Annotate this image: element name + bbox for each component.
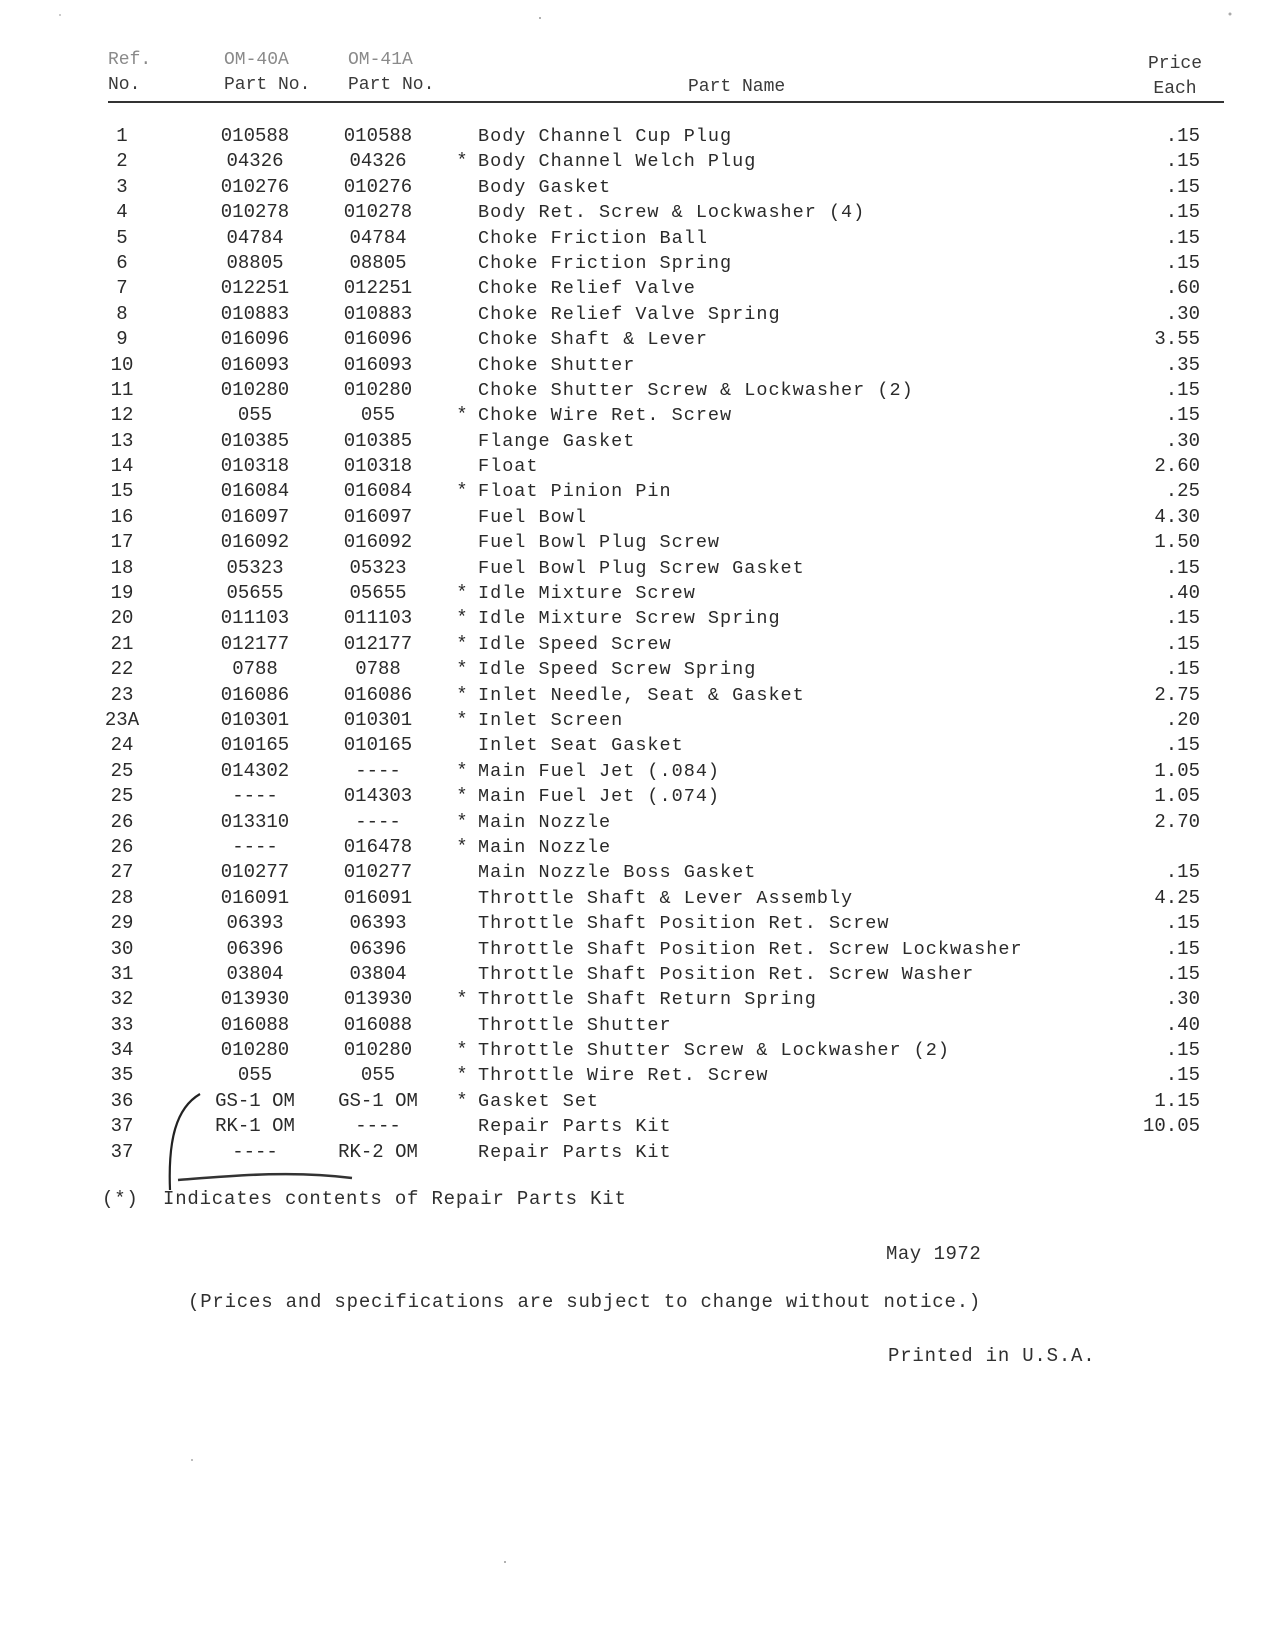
om40-part-cell: 055 — [237, 1064, 273, 1087]
part-name-cell: Main Nozzle — [478, 836, 612, 858]
price-cell: .15 — [1165, 607, 1200, 630]
table-row — [0, 403, 1275, 428]
table-row — [0, 657, 1275, 682]
om40-part-cell: GS-1 OM — [215, 1089, 295, 1112]
om40-part-cell: 010301 — [220, 708, 290, 731]
ref-cell: 13 — [110, 429, 134, 452]
price-cell: 1.50 — [1154, 531, 1200, 554]
part-name-cell: Float — [478, 456, 539, 478]
part-name-cell: Main Fuel Jet (.084) — [478, 760, 721, 782]
table-row — [0, 556, 1275, 581]
kit-marker-cell: * — [456, 658, 468, 681]
om40-part-cell: 016097 — [220, 505, 290, 528]
table-row — [0, 581, 1275, 606]
part-name-cell: Throttle Shaft & Lever Assembly — [478, 887, 854, 909]
price-cell: .15 — [1165, 201, 1200, 224]
price-cell: .15 — [1165, 937, 1200, 960]
part-name-cell: Repair Parts Kit — [478, 1141, 672, 1163]
price-cell: 1.05 — [1154, 785, 1200, 808]
ref-cell: 28 — [110, 886, 134, 909]
parts-table — [0, 124, 1275, 1165]
table-row — [0, 911, 1275, 936]
om41-part-cell: GS-1 OM — [338, 1089, 418, 1112]
part-name-cell: Body Channel Cup Plug — [478, 126, 733, 147]
om40-part-cell: ---- — [232, 835, 278, 858]
price-cell: .30 — [1165, 302, 1200, 325]
part-name-cell: Throttle Shutter — [478, 1014, 672, 1036]
ref-cell: 29 — [110, 912, 134, 935]
ref-cell: 19 — [110, 582, 134, 605]
part-name-cell: Gasket Set — [478, 1090, 600, 1112]
part-name-cell: Body Ret. Screw & Lockwasher (4) — [478, 202, 866, 224]
om40-part-cell: 03804 — [226, 962, 284, 985]
table-row — [0, 251, 1275, 276]
table-row — [0, 632, 1275, 657]
om40-part-cell: 06393 — [226, 912, 284, 935]
kit-marker-cell: * — [456, 810, 468, 833]
kit-marker-cell: * — [456, 708, 468, 731]
price-cell: 2.60 — [1154, 455, 1200, 478]
om40-part-cell: 010278 — [220, 201, 290, 224]
om41-part-cell: 05655 — [349, 582, 407, 605]
om40-part-cell: 010165 — [220, 734, 290, 757]
om40-part-cell: 016093 — [220, 353, 290, 376]
om40-part-cell: 016092 — [220, 531, 290, 554]
price-cell: 3.55 — [1154, 328, 1200, 351]
ref-cell: 4 — [116, 201, 128, 224]
om40-part-cell: 010588 — [220, 125, 290, 147]
table-row — [0, 149, 1275, 174]
price-cell: .40 — [1165, 582, 1200, 605]
om41-part-cell: 016092 — [343, 531, 413, 554]
om41-part-cell: 04784 — [349, 226, 407, 249]
om41-part-cell: 016093 — [343, 353, 413, 376]
part-name-cell: Main Nozzle — [478, 811, 612, 833]
legend-mark: (*) — [102, 1188, 139, 1210]
price-cell: .15 — [1165, 632, 1200, 655]
part-name-cell: Main Fuel Jet (.074) — [478, 786, 721, 808]
part-name-cell: Fuel Bowl — [478, 506, 587, 528]
table-row — [0, 810, 1275, 835]
om41-part-cell: ---- — [355, 810, 401, 833]
ref-cell: 31 — [110, 962, 134, 985]
table-row — [0, 1063, 1275, 1088]
price-cell: .35 — [1165, 353, 1200, 376]
price-cell: .15 — [1165, 125, 1200, 147]
om40-part-cell: RK-1 OM — [215, 1115, 295, 1138]
price-cell: .25 — [1165, 480, 1200, 503]
table-row — [0, 353, 1275, 378]
ref-cell: 35 — [110, 1064, 134, 1087]
part-name-cell: Idle Mixture Screw — [478, 583, 696, 605]
ref-cell: 26 — [110, 835, 134, 858]
om40-part-cell: 016096 — [220, 328, 290, 351]
om41-part-cell: 010165 — [343, 734, 413, 757]
part-name-cell: Throttle Shaft Position Ret. Screw Lockwasher — [478, 938, 1023, 960]
part-name-cell: Main Nozzle Boss Gasket — [478, 862, 757, 884]
part-name-cell: Flange Gasket — [478, 430, 636, 452]
price-cell: .15 — [1165, 175, 1200, 198]
part-name-cell: Choke Shaft & Lever — [478, 329, 708, 351]
table-row — [0, 175, 1275, 200]
header-rule — [108, 101, 1224, 103]
om40-part-cell: 055 — [237, 404, 273, 427]
om40-part-cell: 06396 — [226, 937, 284, 960]
header-ref-line1: Ref. — [108, 50, 152, 70]
kit-marker-cell: * — [456, 582, 468, 605]
om41-part-cell: 016086 — [343, 683, 413, 706]
ref-cell: 1 — [116, 125, 128, 147]
table-row — [0, 505, 1275, 530]
disclaimer: (Prices and specifications are subject to change without notice.) — [188, 1291, 982, 1313]
table-row — [0, 1038, 1275, 1063]
om40-part-cell: 012251 — [220, 277, 290, 300]
ref-cell: 23 — [110, 683, 134, 706]
ref-cell: 33 — [110, 1013, 134, 1036]
header-ref-no — [108, 48, 151, 98]
part-name-cell: Throttle Shaft Position Ret. Screw Washer — [478, 963, 975, 985]
kit-marker-cell: * — [456, 1039, 468, 1062]
part-name-cell: Choke Relief Valve Spring — [478, 303, 781, 325]
om41-part-cell: 055 — [360, 404, 396, 427]
table-row — [0, 759, 1275, 784]
ref-cell: 36 — [110, 1089, 134, 1112]
table-row — [0, 530, 1275, 555]
om41-part-cell: 016084 — [343, 480, 413, 503]
part-name-cell: Inlet Seat Gasket — [478, 735, 684, 757]
price-cell: .15 — [1165, 378, 1200, 401]
ref-cell: 17 — [110, 531, 134, 554]
om41-part-cell: 010278 — [343, 201, 413, 224]
price-cell: .15 — [1165, 556, 1200, 579]
table-row — [0, 226, 1275, 251]
ref-cell: 18 — [110, 556, 134, 579]
ref-cell: 7 — [116, 277, 128, 300]
om40-part-cell: ---- — [232, 1140, 278, 1163]
price-cell: .30 — [1165, 988, 1200, 1011]
om41-part-cell: 016091 — [343, 886, 413, 909]
table-row — [0, 124, 1275, 149]
header-price-line1: Price — [1148, 54, 1203, 74]
ref-cell: 23A — [104, 708, 140, 731]
legend-text: Indicates contents of Repair Parts Kit — [163, 1188, 627, 1210]
header-price-each — [1148, 52, 1202, 102]
ref-cell: 11 — [110, 378, 134, 401]
price-cell: .15 — [1165, 251, 1200, 274]
kit-marker-cell: * — [456, 1089, 468, 1112]
om41-part-cell: 012251 — [343, 277, 413, 300]
om40-part-cell: 05323 — [226, 556, 284, 579]
header-om41-line1: OM-41A — [348, 50, 413, 70]
om41-part-cell: 013930 — [343, 988, 413, 1011]
om41-part-cell: 016097 — [343, 505, 413, 528]
om41-part-cell: 011103 — [343, 607, 413, 630]
price-cell: 2.75 — [1154, 683, 1200, 706]
om41-part-cell: 010385 — [343, 429, 413, 452]
price-cell: 10.05 — [1142, 1115, 1200, 1138]
table-row — [0, 860, 1275, 885]
part-name-cell: Repair Parts Kit — [478, 1116, 672, 1138]
ref-cell: 34 — [110, 1039, 134, 1062]
table-row — [0, 708, 1275, 733]
price-cell: 2.70 — [1154, 810, 1200, 833]
om40-part-cell: 011103 — [220, 607, 290, 630]
header-om40-line2: Part No. — [224, 75, 311, 95]
part-name-cell: Body Gasket — [478, 176, 612, 198]
table-row — [0, 1013, 1275, 1038]
part-name-cell: Fuel Bowl Plug Screw — [478, 532, 721, 554]
ref-cell: 20 — [110, 607, 134, 630]
kit-marker-cell: * — [456, 835, 468, 858]
part-name-cell: Inlet Needle, Seat & Gasket — [478, 684, 805, 706]
header-om40-line1: OM-40A — [224, 50, 289, 70]
ref-cell: 10 — [110, 353, 134, 376]
ref-cell: 2 — [116, 150, 128, 173]
ref-cell: 37 — [110, 1140, 134, 1163]
header-ref-line2: No. — [108, 75, 141, 95]
om41-part-cell: 012177 — [343, 632, 413, 655]
kit-marker-cell: * — [456, 1064, 468, 1087]
om40-part-cell: 014302 — [220, 759, 290, 782]
ref-cell: 22 — [110, 658, 134, 681]
part-name-cell: Choke Shutter — [478, 354, 636, 376]
kit-marker-cell: * — [456, 404, 468, 427]
om41-part-cell: 010318 — [343, 455, 413, 478]
ref-cell: 6 — [116, 251, 128, 274]
part-name-cell: Inlet Screen — [478, 709, 624, 731]
om41-part-cell: 010277 — [343, 861, 413, 884]
kit-marker-cell: * — [456, 632, 468, 655]
part-name-cell: Throttle Shutter Screw & Lockwasher (2) — [478, 1040, 950, 1062]
table-row — [0, 276, 1275, 301]
ref-cell: 25 — [110, 785, 134, 808]
part-name-cell: Throttle Shaft Position Ret. Screw — [478, 913, 890, 935]
om41-part-cell: 08805 — [349, 251, 407, 274]
price-cell: .20 — [1165, 708, 1200, 731]
price-cell: .15 — [1165, 962, 1200, 985]
om40-part-cell: 016084 — [220, 480, 290, 503]
om41-part-cell: 010883 — [343, 302, 413, 325]
om41-part-cell: ---- — [355, 1115, 401, 1138]
kit-marker-cell: * — [456, 785, 468, 808]
table-row — [0, 1140, 1275, 1165]
om41-part-cell: 06396 — [349, 937, 407, 960]
part-name-cell: Choke Friction Spring — [478, 252, 733, 274]
price-cell: .30 — [1165, 429, 1200, 452]
table-row — [0, 835, 1275, 860]
om41-part-cell: 055 — [360, 1064, 396, 1087]
price-cell: .15 — [1165, 226, 1200, 249]
price-cell: 1.15 — [1154, 1089, 1200, 1112]
om41-part-cell: 014303 — [343, 785, 413, 808]
table-row — [0, 200, 1275, 225]
ref-cell: 14 — [110, 455, 134, 478]
printed-in-usa: Printed in U.S.A. — [888, 1345, 1096, 1367]
part-name-cell: Body Channel Welch Plug — [478, 151, 757, 173]
om41-part-cell: 010280 — [343, 1039, 413, 1062]
om40-part-cell: 010280 — [220, 1039, 290, 1062]
part-name-cell: Idle Speed Screw Spring — [478, 659, 757, 681]
ref-cell: 25 — [110, 759, 134, 782]
table-row — [0, 378, 1275, 403]
table-row — [0, 327, 1275, 352]
om40-part-cell: 0788 — [232, 658, 278, 681]
om40-part-cell: 04326 — [226, 150, 284, 173]
table-row — [0, 302, 1275, 327]
part-name-cell: Idle Mixture Screw Spring — [478, 608, 781, 630]
ref-cell: 9 — [116, 328, 128, 351]
price-cell: .15 — [1165, 1039, 1200, 1062]
ref-cell: 30 — [110, 937, 134, 960]
header-price-line2: Each — [1153, 79, 1197, 99]
om40-part-cell: 013930 — [220, 988, 290, 1011]
table-row — [0, 683, 1275, 708]
table-row — [0, 479, 1275, 504]
om40-part-cell: 016088 — [220, 1013, 290, 1036]
om40-part-cell: 010883 — [220, 302, 290, 325]
om40-part-cell: 010276 — [220, 175, 290, 198]
om41-part-cell: 010276 — [343, 175, 413, 198]
table-row — [0, 454, 1275, 479]
ref-cell: 26 — [110, 810, 134, 833]
om41-part-cell: 010301 — [343, 708, 413, 731]
ref-cell: 37 — [110, 1115, 134, 1138]
kit-marker-cell: * — [456, 683, 468, 706]
price-cell: .15 — [1165, 734, 1200, 757]
om40-part-cell: 010318 — [220, 455, 290, 478]
om41-part-cell: 010588 — [343, 125, 413, 147]
table-row — [0, 733, 1275, 758]
table-row — [0, 987, 1275, 1012]
part-name-cell: Idle Speed Screw — [478, 633, 672, 655]
date-label: May 1972 — [886, 1243, 982, 1265]
price-cell: .15 — [1165, 150, 1200, 173]
om40-part-cell: 08805 — [226, 251, 284, 274]
price-cell: .15 — [1165, 658, 1200, 681]
kit-marker-cell: * — [456, 480, 468, 503]
part-name-cell: Throttle Shaft Return Spring — [478, 989, 817, 1011]
om41-part-cell: 016096 — [343, 328, 413, 351]
om40-part-cell: 05655 — [226, 582, 284, 605]
header-om40-part-no — [224, 48, 310, 98]
ref-cell: 32 — [110, 988, 134, 1011]
ref-cell: 5 — [116, 226, 128, 249]
om41-part-cell: 06393 — [349, 912, 407, 935]
part-name-cell: Fuel Bowl Plug Screw Gasket — [478, 557, 805, 579]
table-row — [0, 429, 1275, 454]
om41-part-cell: 016088 — [343, 1013, 413, 1036]
om41-part-cell: 04326 — [349, 150, 407, 173]
om41-part-cell: RK-2 OM — [338, 1140, 418, 1163]
price-cell: .15 — [1165, 861, 1200, 884]
header-om41-part-no — [348, 48, 434, 98]
table-row — [0, 1089, 1275, 1114]
ref-cell: 21 — [110, 632, 134, 655]
price-cell: .40 — [1165, 1013, 1200, 1036]
price-cell: .15 — [1165, 404, 1200, 427]
table-row — [0, 937, 1275, 962]
kit-marker-cell: * — [456, 988, 468, 1011]
header-part-name: Part Name — [688, 77, 786, 97]
price-cell: 1.05 — [1154, 759, 1200, 782]
om40-part-cell: 013310 — [220, 810, 290, 833]
price-cell: .15 — [1165, 1064, 1200, 1087]
part-name-cell: Choke Wire Ret. Screw — [478, 405, 733, 427]
om40-part-cell: 010277 — [220, 861, 290, 884]
om40-part-cell: 010385 — [220, 429, 290, 452]
om40-part-cell: 04784 — [226, 226, 284, 249]
part-name-cell: Choke Shutter Screw & Lockwasher (2) — [478, 379, 914, 401]
part-name-cell: Choke Friction Ball — [478, 227, 708, 249]
ref-cell: 8 — [116, 302, 128, 325]
table-row — [0, 962, 1275, 987]
om40-part-cell: 016091 — [220, 886, 290, 909]
om41-part-cell: 03804 — [349, 962, 407, 985]
om41-part-cell: 016478 — [343, 835, 413, 858]
om40-part-cell: 012177 — [220, 632, 290, 655]
part-name-cell: Throttle Wire Ret. Screw — [478, 1065, 769, 1087]
price-cell: .60 — [1165, 277, 1200, 300]
ref-cell: 15 — [110, 480, 134, 503]
ref-cell: 27 — [110, 861, 134, 884]
price-cell: .15 — [1165, 912, 1200, 935]
header-om41-line2: Part No. — [348, 75, 435, 95]
ref-cell: 3 — [116, 175, 128, 198]
part-name-cell: Choke Relief Valve — [478, 278, 696, 300]
ref-cell: 24 — [110, 734, 134, 757]
kit-marker-cell: * — [456, 607, 468, 630]
om40-part-cell: 016086 — [220, 683, 290, 706]
table-row — [0, 784, 1275, 809]
table-row — [0, 886, 1275, 911]
kit-marker-cell: * — [456, 759, 468, 782]
om41-part-cell: ---- — [355, 759, 401, 782]
ref-cell: 12 — [110, 404, 134, 427]
table-row — [0, 1114, 1275, 1139]
ref-cell: 16 — [110, 505, 134, 528]
part-name-cell: Float Pinion Pin — [478, 481, 672, 503]
kit-marker-cell: * — [456, 150, 468, 173]
om41-part-cell: 0788 — [355, 658, 401, 681]
om40-part-cell: ---- — [232, 785, 278, 808]
price-cell: 4.25 — [1154, 886, 1200, 909]
table-row — [0, 606, 1275, 631]
om41-part-cell: 05323 — [349, 556, 407, 579]
om41-part-cell: 010280 — [343, 378, 413, 401]
price-cell: 4.30 — [1154, 505, 1200, 528]
om40-part-cell: 010280 — [220, 378, 290, 401]
